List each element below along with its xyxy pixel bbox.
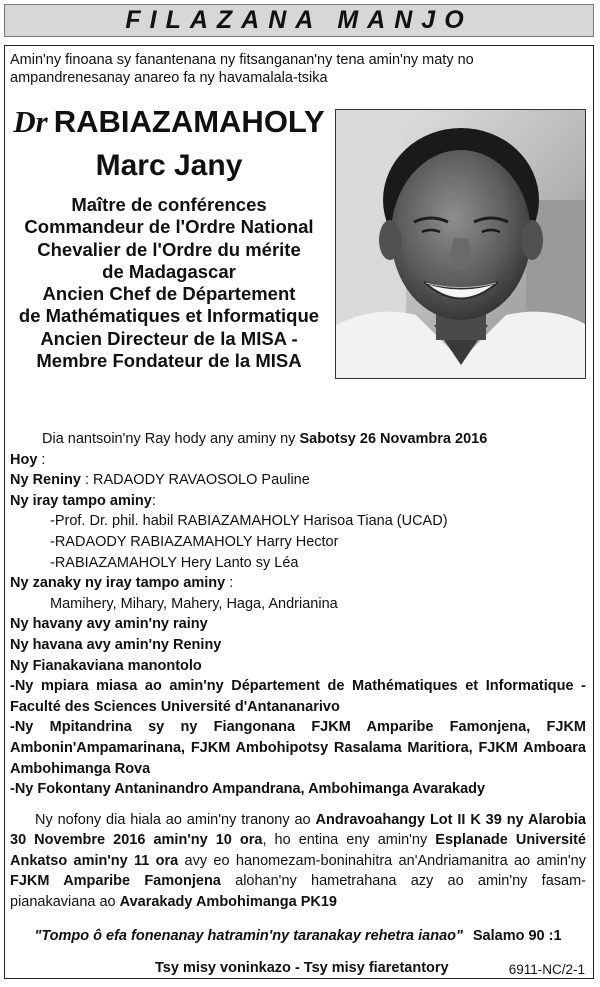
organization-line: -Ny Mpitandrina sy ny Fiangonana FJKM Amparibe Famonjena, FJKM Ambonin'Ampamarinana, FJKM Ambohipotsy Rasalama Maritiora, FJKM Amboara Ambohimanga Rova — [10, 719, 586, 777]
name-prefix: Dr — [13, 104, 48, 139]
surname: RABIAZAMAHOLY — [53, 104, 325, 139]
sibling-item: -RABIAZAMAHOLY Hery Lanto sy Léa — [50, 554, 299, 571]
portrait-photo — [335, 109, 586, 379]
deceased-titles — [9, 194, 329, 372]
header-title: FILAZANA MANJO — [125, 6, 473, 34]
death-date: Sabotsy 26 Novambra 2016 — [299, 431, 488, 447]
notice-body — [10, 429, 586, 913]
header-banner — [4, 4, 594, 37]
title-line: de Madagascar — [102, 260, 236, 282]
title-line: Ancien Chef de Département — [42, 283, 296, 305]
funeral-details: Ny nofony dia hiala ao amin'ny tranony ao Andravoahangy Lot II K 39 ny Alarobia 30 Novembre 2016 amin'ny 10 ora, ho entina eny amin'ny Esplanade Université Ankatso amin'ny 11 ora avy eo hanomezam-boninahitra an'Andriamanitra ao amin'ny FJKM Amparibe Famonjena alohan'ny hametrahana azy ao amin'ny fasam-pianakaviana ao Avarakady Ambohimanga PK19 — [10, 811, 586, 911]
sibling-item: -Prof. Dr. phil. habil RABIAZAMAHOLY Harisoa Tiana (UCAD) — [50, 513, 448, 530]
sibling-item: -RADAODY RABIAZAMAHOLY Harry Hector — [50, 533, 339, 550]
family-line: Ny havany avy amin'ny rainy — [10, 616, 208, 633]
intro-text: Amin'ny finoana sy fanantenana ny fitsanganan'ny tena amin'ny maty no ampandrenesanay anareo fa ny havamalala-tsika — [10, 52, 474, 86]
given-name: Marc Jany — [95, 149, 243, 182]
title-line: de Mathématiques et Informatique — [18, 305, 320, 327]
organization-line: -Ny mpiara miasa ao amin'ny Département de Mathématiques et Informatique - Faculté des Sciences Université d'Antananarivo — [10, 678, 586, 715]
notice-frame — [4, 45, 594, 979]
reference-code: 6911-NC/2-1 — [508, 962, 585, 977]
obituary-notice — [4, 4, 594, 979]
nephews-heading: Ny zanaky ny iray tampo aminy : — [10, 575, 234, 592]
title-line: Chevalier de l'Ordre du mérite — [37, 238, 301, 260]
hoy-line: Hoy : — [10, 451, 46, 468]
family-line: Ny Fianakaviana manontolo — [10, 657, 202, 674]
organization-line: -Ny Fokontany Antaninandro Ampandrana, Ambohimanga Avarakady — [10, 781, 486, 798]
title-line: Maître de conférences — [71, 194, 267, 215]
deceased-name — [9, 104, 329, 140]
quote-source: Salamo 90 :1 — [472, 928, 562, 944]
psalm-quote — [10, 926, 586, 946]
family-line: Ny havana avy amin'ny Reniny — [10, 636, 222, 653]
title-line: Commandeur de l'Ordre National — [24, 216, 314, 238]
no-flowers-notice: Tsy misy voninkazo - Tsy misy fiaretantory — [155, 960, 449, 976]
death-announcement: Dia nantsoin'ny Ray hody any aminy ny Sabotsy 26 Novambra 2016 — [42, 431, 488, 447]
title-line: Ancien Directeur de la MISA - — [40, 327, 298, 349]
nephews-names: Mamihery, Mihary, Mahery, Haga, Andrianina — [50, 595, 338, 612]
siblings-heading: Ny iray tampo aminy: — [10, 492, 156, 509]
mother-line: Ny Reniny : RADAODY RAVAOSOLO Pauline — [10, 472, 310, 489]
quote-text: "Tompo ô efa fonenanay hatramin'ny taranakay rehetra ianao" — [34, 928, 463, 944]
title-line: Membre Fondateur de la MISA — [36, 350, 302, 372]
portrait-image — [336, 110, 586, 379]
